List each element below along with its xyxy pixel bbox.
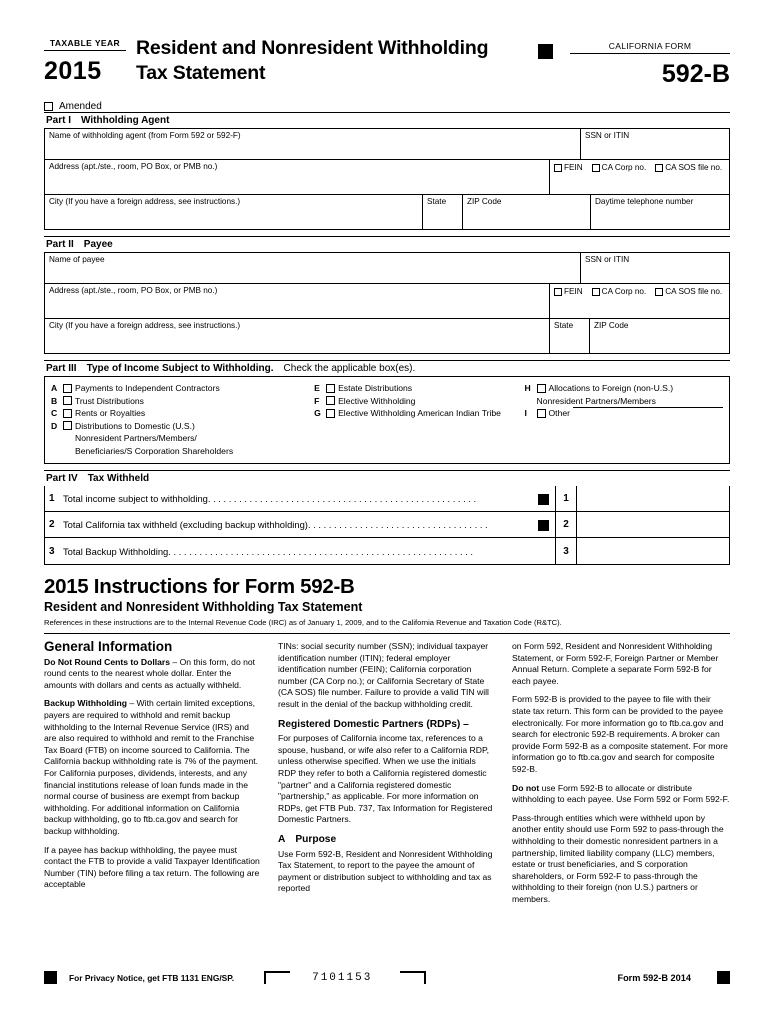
amended-checkbox[interactable] <box>44 102 53 111</box>
part4-bar <box>44 470 730 486</box>
scan-marker-square <box>538 44 553 59</box>
payee-id-options <box>550 284 729 318</box>
payee-address-caption: Address (apt./ste., room, PO Box, or PMB no.) <box>49 286 218 295</box>
part3-label-a: Payments to Independent Contractors <box>75 383 220 393</box>
instructions-divider <box>44 633 730 634</box>
instructions-columns <box>44 641 730 912</box>
part3-option-h[interactable] <box>525 382 724 395</box>
california-form-block <box>570 28 730 89</box>
part3-bar <box>44 360 730 376</box>
withholding-agent-zip-field[interactable] <box>463 195 591 229</box>
withholding-agent-city-field[interactable] <box>45 195 423 229</box>
payee-name-field[interactable] <box>45 253 581 283</box>
part3-checkbox-i[interactable] <box>537 409 546 418</box>
part3-letter-d: D <box>51 420 58 431</box>
part3-checkbox-b[interactable] <box>63 396 72 405</box>
agent-casos-option[interactable] <box>655 163 722 172</box>
taxable-year-block <box>44 28 136 86</box>
withholding-agent-address-caption: Address (apt./ste., room, PO Box, or PMB no.) <box>49 162 218 171</box>
part3-option-b[interactable] <box>51 395 314 408</box>
part2-title: Payee <box>83 239 113 250</box>
payee-casos-option[interactable] <box>655 287 722 296</box>
form592-paragraph: on Form 592, Resident and Nonresident Withholding Statement, or Form 592-F, Foreign Partner or Member Annual Return. Complete a separate Form 592-B for each payee. <box>512 641 719 686</box>
withholding-agent-id-options <box>550 160 729 194</box>
privacy-notice: For Privacy Notice, get FTB 1131 ENG/SP. <box>69 972 235 983</box>
payee-fein-checkbox[interactable] <box>554 288 562 296</box>
payee-casos-checkbox[interactable] <box>655 288 663 296</box>
part3-label-b: Trust Distributions <box>75 395 144 406</box>
amended-label: Amended <box>59 101 102 112</box>
tin-paragraph: If a payee has backup withholding, the payee must contact the FTB to provide a valid Taxpayer Identification Number (TIN) before filing a tax return. The following are acceptable <box>44 844 260 890</box>
part3-option-c[interactable] <box>51 407 314 420</box>
part4-line2-marker <box>538 520 549 531</box>
do-not-round-paragraph: Do Not Round Cents to Dollars – On this form, do not round cents to the nearest whole dollar. Enter the amounts with dollars and cents as actually withheld. <box>44 656 256 690</box>
part3-label-h: Allocations to Foreign (non-U.S.) <box>548 383 674 393</box>
payee-ssn-caption: SSN or ITIN <box>585 255 630 264</box>
part3-column-3 <box>525 382 724 457</box>
part3-label-f: Elective Withholding <box>338 395 416 406</box>
agent-fein-checkbox[interactable] <box>554 164 562 172</box>
part3-letter-e: E <box>314 383 320 393</box>
part3-option-e[interactable] <box>314 382 524 395</box>
payee-name-caption: Name of payee <box>49 255 105 264</box>
part3-option-d[interactable] <box>51 420 314 433</box>
taxable-year-value: 2015 <box>44 57 102 85</box>
part4-line1-number: 1 <box>49 493 55 504</box>
part3-checkbox-f[interactable] <box>326 396 335 405</box>
withholding-agent-ssn-field[interactable] <box>581 129 729 159</box>
part3-column-2 <box>314 382 524 457</box>
part3-h-sub: Nonresident Partners/Members <box>536 395 656 406</box>
instructions-title: 2015 Instructions for Form 592-B <box>44 575 355 598</box>
withholding-agent-address-field[interactable] <box>45 160 550 194</box>
part3-option-f[interactable] <box>314 395 524 408</box>
part2-bar <box>44 236 730 252</box>
part3-other-input[interactable] <box>573 407 723 408</box>
part3-letter-b: B <box>51 395 58 406</box>
part3-label-g: Elective Withholding American Indian Tribe <box>338 408 501 418</box>
payee-casos-label: CA SOS file no. <box>665 287 723 296</box>
form-footer <box>44 971 730 984</box>
withholding-agent-state-field[interactable] <box>423 195 463 229</box>
payee-fein-label: FEIN <box>564 287 583 296</box>
part3-title: Type of Income Subject to Withholding. <box>86 363 274 374</box>
part3-letter-c: C <box>51 408 58 418</box>
part4-line1-box-number: 1 <box>555 486 577 511</box>
part2-grid <box>44 252 730 354</box>
taxable-year-label: TAXABLE YEAR <box>44 38 126 51</box>
tin-types-paragraph: TINs: social security number (SSN); individual taxpayer identification number (ITIN); federal employer identification number (FEIN); California corporation number (CA Corp no.); or California Secretary of State (CA SOS) file number. Failure to provide a valid TIN will result in the denial of the backup withholding credit. <box>278 641 489 709</box>
withholding-agent-name-field[interactable] <box>45 129 581 159</box>
form-title-line1: Resident and Nonresident Withholding <box>136 37 489 59</box>
payee-state-field[interactable] <box>550 319 590 353</box>
payee-cacorp-option[interactable] <box>592 287 647 296</box>
part3-d-sub1: Nonresident Partners/Members/ <box>75 433 197 443</box>
part4-line1-marker <box>538 494 549 505</box>
payee-address-field[interactable] <box>45 284 550 318</box>
withholding-agent-city-caption: City (If you have a foreign address, see instructions.) <box>49 197 241 206</box>
california-form-label: CALIFORNIA FORM <box>570 41 730 54</box>
part1-grid <box>44 128 730 230</box>
form-title-line2: Tax Statement <box>136 62 266 84</box>
part3-label-i: Other <box>548 408 570 418</box>
instructions-column-1 <box>44 641 262 912</box>
part4-line-1 <box>45 486 729 512</box>
footer-marker-right <box>717 971 730 984</box>
part4-grid <box>44 486 730 565</box>
part3-box <box>44 376 730 464</box>
withholding-agent-phone-field[interactable] <box>591 195 729 229</box>
agent-cacorp-label: CA Corp no. <box>601 163 647 172</box>
footer-marker-left <box>44 971 57 984</box>
part3-checkbox-c[interactable] <box>63 409 72 418</box>
part4-line3-number: 3 <box>49 545 55 557</box>
instructions-reference: References in these instructions are to the Internal Revenue Code (IRC) as of January 1, 2009, and to the California Revenue and Taxation Code (R&TC). <box>44 618 562 627</box>
agent-fein-label: FEIN <box>564 163 583 172</box>
part4-line1-label: Total income subject to withholding. . . . . . . . . . . . . . . . . . . . . . . . . . . . . . . . . . . . . . . . . . . . . . . . . . . . <box>63 493 477 504</box>
footer-corner-left <box>264 971 290 984</box>
part3-letter-h: H <box>524 383 531 393</box>
amended-row <box>44 101 730 112</box>
part3-column-1 <box>51 382 314 457</box>
payee-zip-field[interactable] <box>590 319 729 353</box>
withholding-agent-state-caption: State <box>427 197 447 206</box>
payee-cacorp-label: CA Corp no. <box>601 287 647 296</box>
purpose-heading: A Purpose <box>278 833 337 845</box>
part3-letter-g: G <box>314 408 321 418</box>
purpose-paragraph: Use Form 592-B, Resident and Nonresident Withholding Tax Statement, to report to the payee the amount of payment or distribution subject to withholding and tax as reported <box>278 848 493 894</box>
general-information-heading: General Information <box>44 639 173 654</box>
part4-line3-label: Total Backup Withholding. . . . . . . . . . . . . . . . . . . . . . . . . . . . . . . . . . . . . . . . . . . . . . . . . . . . . . . . . . . <box>63 545 474 557</box>
rdp-heading: Registered Domestic Partners (RDPs) – <box>278 718 469 730</box>
form-header <box>44 28 730 89</box>
part3-label-d: Distributions to Domestic (U.S.) <box>75 420 195 431</box>
part3-option-a[interactable] <box>51 382 314 395</box>
part4-heading: Part IV <box>46 473 78 484</box>
part1-title: Withholding Agent <box>81 115 170 126</box>
part3-checkbox-a[interactable] <box>63 384 72 393</box>
withholding-agent-ssn-caption: SSN or ITIN <box>585 131 630 140</box>
form-number: 592-B <box>661 60 730 88</box>
agent-casos-label: CA SOS file no. <box>665 163 723 172</box>
part1-bar <box>44 112 730 128</box>
rdp-paragraph: For purposes of California income tax, references to a spouse, husband, or wife also refer to a California RDP, unless otherwise specified. When we use the initials RDP they refer to both a California registered domestic "partner" and a California registered domestic "partnership," as applicable. For more information on RDPs, get FTB Pub. 737, Tax Information for Registered Domestic Partners. <box>278 733 493 825</box>
payee-state-caption: State <box>554 321 574 330</box>
part3-option-g[interactable] <box>314 407 524 420</box>
part2-heading: Part II <box>46 239 74 250</box>
part3-checkbox-g[interactable] <box>326 409 335 418</box>
payee-city-caption: City (If you have a foreign address, see instructions.) <box>49 321 241 330</box>
instructions-column-2 <box>278 641 496 912</box>
agent-fein-option[interactable] <box>554 163 583 172</box>
part4-line-3 <box>45 538 729 564</box>
part3-letter-a: A <box>51 383 58 393</box>
passthrough-paragraph: Pass-through entities which were withheld upon by another entity should use Form 592 to pass-through the withholding to their domestic nonresident partners in a partnership, limited liability company (LLC) members, estate or trust beneficiaries, and S corporation shareholders, or Form 592-F to pass-through the withholding to their foreign (non U.S.) partners or members. <box>512 812 724 904</box>
part4-title: Tax Withheld <box>87 473 150 484</box>
part3-label-e: Estate Distributions <box>338 383 413 393</box>
part4-line2-label: Total California tax withheld (excluding backup withholding). . . . . . . . . . . . . . . . . . . . . . . . . . . . . . . . . . . <box>63 519 488 530</box>
part3-instruction: Check the applicable box(es). <box>283 363 416 374</box>
instructions-column-3 <box>512 641 730 912</box>
agent-cacorp-checkbox[interactable] <box>592 164 600 172</box>
part4-line-2 <box>45 512 729 538</box>
electronic-paragraph: Form 592-B is provided to the payee to file with their state tax return. This form can be provided to the payee electronically. For more information go to ftb.ca.gov and search for electronic 592-B requirements. A broker can provide Form 592-B as a composite statement. For more information go to ftb.ca.gov and search for composite 592-B. <box>512 694 728 774</box>
withholding-agent-phone-caption: Daytime telephone number <box>595 197 694 206</box>
donot-paragraph: Do not use Form 592-B to allocate or distribute withholding to each payee. Use Form 592 or Form 592-F. <box>512 782 730 805</box>
payee-fein-option[interactable] <box>554 287 583 296</box>
agent-casos-checkbox[interactable] <box>655 164 663 172</box>
part3-option-i[interactable] <box>525 407 724 420</box>
withholding-agent-zip-caption: ZIP Code <box>467 197 502 206</box>
part3-checkbox-e[interactable] <box>326 384 335 393</box>
instructions-subtitle: Resident and Nonresident Withholding Tax Statement <box>44 600 363 614</box>
payee-ssn-field[interactable] <box>581 253 729 283</box>
part4-line3-box-number: 3 <box>555 538 577 564</box>
part3-letter-i: I <box>524 408 527 418</box>
withholding-agent-name-caption: Name of withholding agent (from Form 592 or 592-F) <box>49 131 241 140</box>
part4-line2-number: 2 <box>49 519 55 530</box>
footer-corner-right <box>400 971 426 984</box>
part3-checkbox-d[interactable] <box>63 421 72 430</box>
part3-checkbox-h[interactable] <box>537 384 546 393</box>
part3-d-sub2: Beneficiaries/S Corporation Shareholders <box>75 445 234 456</box>
agent-cacorp-option[interactable] <box>592 163 647 172</box>
part1-heading: Part I <box>46 115 72 126</box>
part3-letter-f: F <box>314 395 320 406</box>
payee-zip-caption: ZIP Code <box>594 321 629 330</box>
payee-city-field[interactable] <box>45 319 550 353</box>
form-title <box>136 28 570 86</box>
footer-form-label: Form 592-B 2014 <box>617 972 691 983</box>
backup-withholding-paragraph: Backup Withholding – With certain limited exceptions, payers are required to withhold and remit backup withholding to the Internal Revenue Service (IRS) and are also required to withhold and remit to the Franchise Tax Board (FTB) on income sourced to California. The California backup withholding rate is 7% of the payment. For California purposes, dividends, interests, and any financial institutions release of loan funds made in the normal course of business are exempt from backup withholding. For additional information on California backup withholding, go to ftb.ca.gov and search for backup withholding. <box>44 698 259 836</box>
payee-cacorp-checkbox[interactable] <box>592 288 600 296</box>
part4-line2-box-number: 2 <box>555 512 577 537</box>
part3-label-c: Rents or Royalties <box>75 408 146 418</box>
footer-barcode: 7101153 <box>312 971 373 984</box>
part3-heading: Part III <box>46 363 77 374</box>
